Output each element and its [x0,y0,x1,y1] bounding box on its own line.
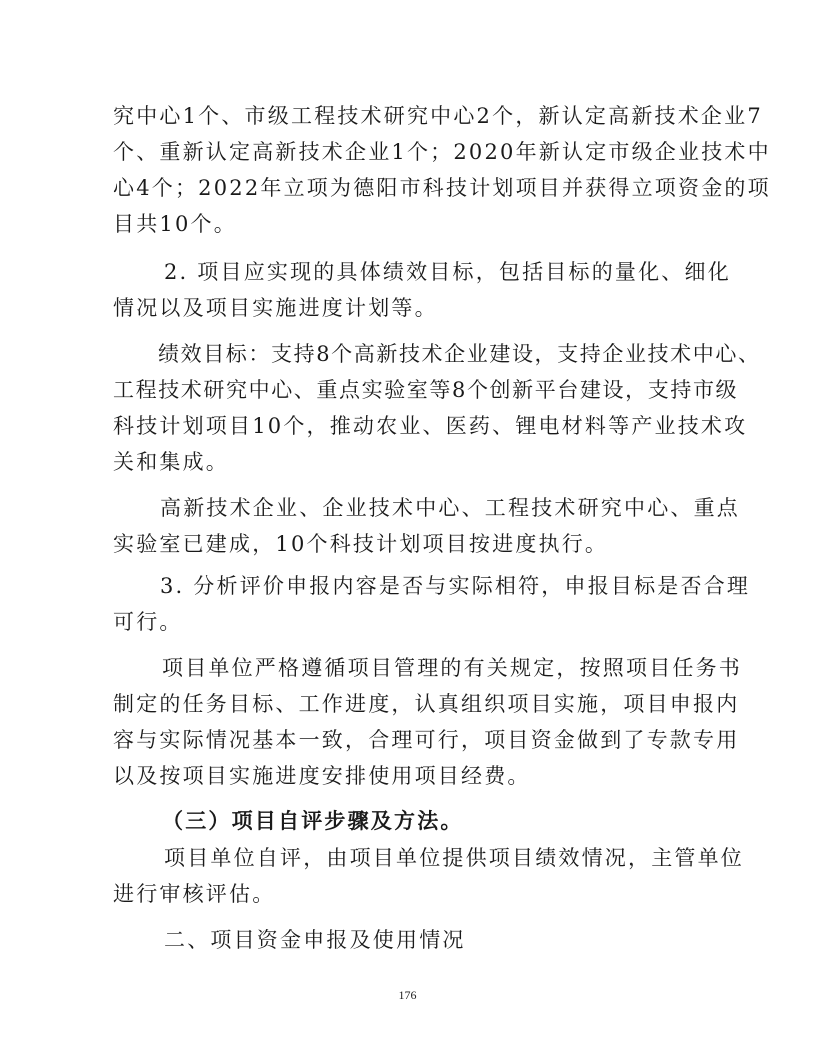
text-line: 高新技术企业、企业技术中心、工程技术研究中心、重点 [160,496,740,520]
text-line: 个、重新认定高新技术企业1个；2020年新认定市级企业技术中 [113,140,771,164]
text-line: 关和集成。 [113,450,229,474]
text-line: 2. 项目应实现的具体绩效目标，包括目标的量化、细化 [164,260,731,284]
text-line: 制定的任务目标、工作进度，认真组织项目实施，项目申报内 [113,692,740,716]
section-heading: 二、项目资金申报及使用情况 [164,928,466,952]
text-line: 科技计划项目10个，推动农业、医药、锂电材料等产业技术攻 [113,414,748,438]
text-line: 实验室已建成，10个科技计划项目按进度执行。 [113,532,609,556]
section-heading: （三）项目自评步骤及方法。 [162,808,464,833]
text-line: 3. 分析评价申报内容是否与实际相符，申报目标是否合理 [160,574,751,598]
text-line: 目共10个。 [113,212,237,236]
text-line: 情况以及项目实施进度计划等。 [113,296,438,320]
text-line: 以及按项目实施进度安排使用项目经费。 [113,764,531,788]
text-line: 项目单位自评，由项目单位提供项目绩效情况，主管单位 [164,846,744,870]
text-line: 工程技术研究中心、重点实验室等8个创新平台建设，支持市级 [113,378,739,402]
text-line: 容与实际情况基本一致，合理可行，项目资金做到了专款专用 [113,728,740,752]
text-line: 进行审核评估。 [113,882,276,906]
text-line: 心4个；2022年立项为德阳市科技计划项目并获得立项资金的项 [113,176,771,200]
text-line: 可行。 [113,610,183,634]
text-line: 绩效目标：支持8个高新技术企业建设，支持企业技术中心、 [158,342,761,366]
text-line: 究中心1个、市级工程技术研究中心2个，新认定高新技术企业7 [113,104,763,128]
page-number: 176 [398,988,417,1002]
text-line: 项目单位严格遵循项目管理的有关规定，按照项目任务书 [162,656,742,680]
